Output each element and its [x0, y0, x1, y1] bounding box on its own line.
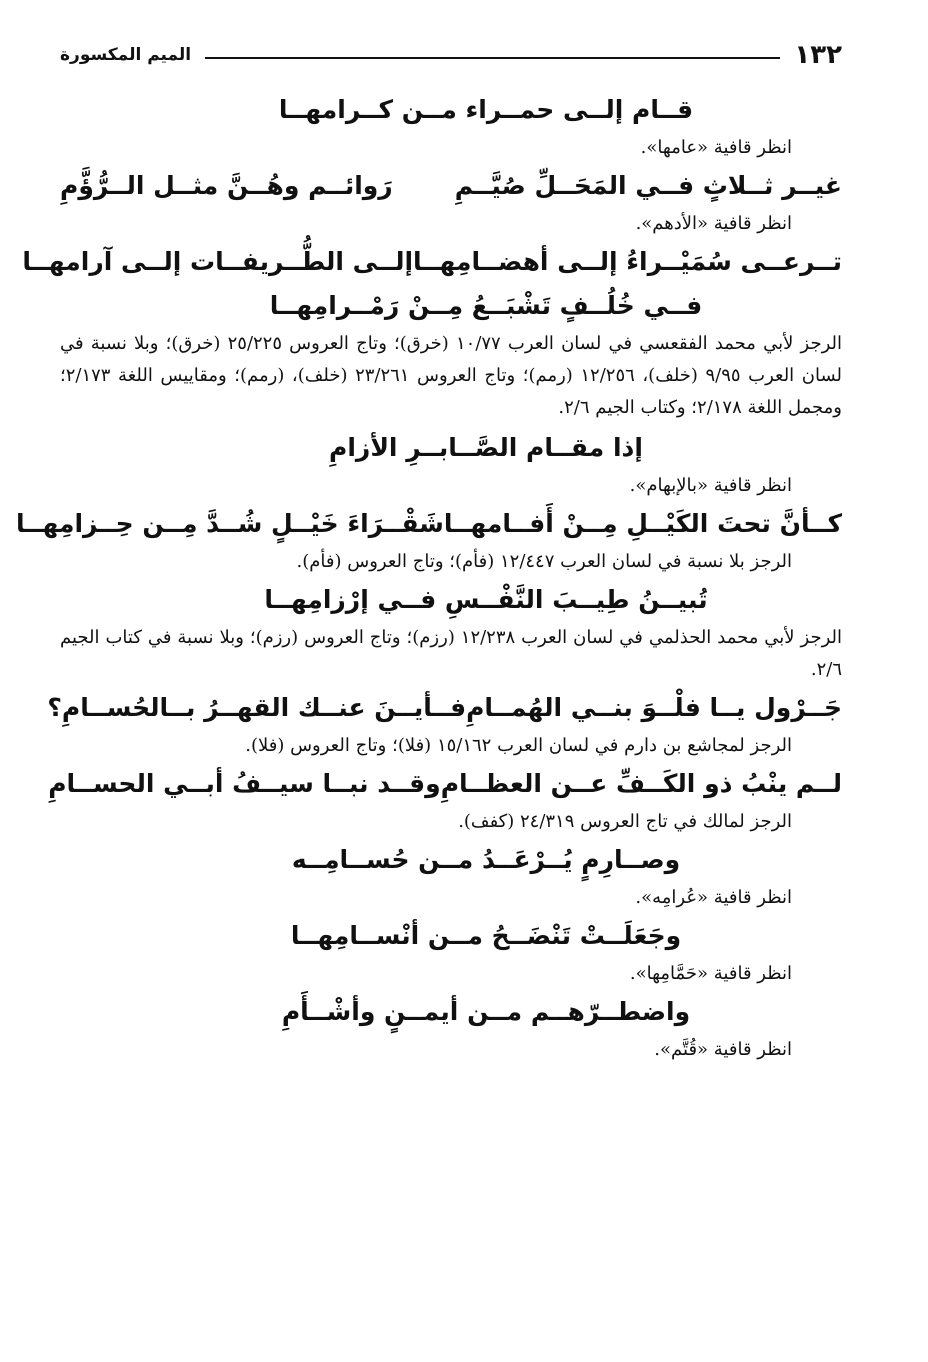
entries	[16, 88, 842, 1066]
hemistich-first: جَــرْول يــا فلْــوَ بنــي الهُمــامِ	[466, 693, 842, 722]
note: انظر قافية «عامها».	[640, 137, 792, 158]
note-citation: الرجز بلا نسبة في لسان العرب ١٢/٤٤٧ (فأم)؛ وتاج العروس (فأم).	[296, 551, 792, 572]
verse: قــام إلــى حمــراء مــن كــرامهــا	[278, 95, 694, 124]
verse-couplet	[47, 686, 842, 730]
verse: وصــارِمٍ يُــرْعَــدُ مــن حُســامِــه	[291, 845, 681, 874]
verse-couplet	[16, 502, 842, 546]
note-citation: الرجز لأبي محمد الفقعسي في لسان العرب ١٠/٧٧ (خرق)؛ وتاج العروس ٢٥/٢٢٥ (خرق)؛ وبلا نسبة في لسان العرب ٩/٩٥ (خلف)، ١٢/٢٥٦ (رمم)؛ وتاج العروس ٢٣/٢٦١ (خلف)، (رمم)؛ ومقاييس اللغة ٢/١٧٣؛ ومجمل اللغة ٢/١٧٨؛ وكتاب الجيم ٢/٦.	[60, 333, 842, 418]
note: انظر قافية «حَمَّامِها».	[629, 963, 792, 984]
running-title: الميم المكسورة	[60, 45, 192, 65]
hemistich-second: فــأيــنَ عنــك القهــرُ بــالحُســامِ؟	[47, 693, 467, 722]
hemistich-first: لــم ينْبُ ذو الكَــفِّ عــن العظــامِ	[440, 769, 842, 798]
verse-couplet	[60, 164, 842, 208]
hemistich-second: وقــد نبــا سيــفُ أبــي الحســامِ	[48, 769, 441, 798]
verse: إذا مقــام الصَّــابــرِ الأزامِ	[329, 433, 643, 462]
note-citation: الرجز لمجاشع بن دارم في لسان العرب ١٥/١٦٢ (فلا)؛ وتاج العروس (فلا).	[245, 735, 792, 756]
note-citation: الرجز لمالك في تاج العروس ٢٤/٣١٩ (كفف).	[458, 811, 792, 832]
hemistich-second: إلــى الطُّــريفــات إلــى آرامهــا	[22, 247, 414, 276]
verse: وجَعَلَــتْ تَنْضَــحُ مــن أنْســامِهــا	[290, 921, 682, 950]
hemistich-first: كــأنَّ تحتَ الكَيْــلِ مِــنْ أَفــامهــا	[443, 509, 842, 538]
page-header	[60, 36, 842, 74]
hemistich-second: شَقْــرَاءَ خَيْــلٍ شُــدَّ مِــن حِــزامِهــا	[16, 509, 444, 538]
note: انظر قافية «الأدهم».	[635, 213, 792, 234]
hemistich-first: تــرعــى سُمَيْــراءُ إلــى أهضــامِهــا	[413, 247, 842, 276]
note: انظر قافية «عُرامِه».	[635, 887, 792, 908]
verse: تُبيــنُ طِيــبَ النَّفْــسِ فــي إرْزامِهــا	[264, 585, 708, 614]
verse: واضطــرّهــم مــن أيمــنٍ وأشْــأَمِ	[281, 997, 691, 1026]
note: انظر قافية «قُتَّم».	[654, 1039, 792, 1060]
hemistich-second: رَوائــم وهُــنَّ مثــل الــرُّؤَّمِ	[60, 171, 393, 200]
note: انظر قافية «بالإبهام».	[629, 475, 792, 496]
book-page	[16, 36, 842, 1066]
hemistich-first: غيــر ثــلاثٍ فــي المَحَــلِّ صُيَّــمِ	[454, 171, 842, 200]
page-number: ١٣٢	[794, 40, 842, 70]
verse-couplet	[22, 240, 842, 284]
verse: فــي خُلُــفٍ تَشْبَــعُ مِــنْ رَمْــرامِهــا	[269, 291, 703, 320]
verse-couplet	[48, 762, 842, 806]
header-rule	[205, 57, 780, 59]
note-citation: الرجز لأبي محمد الحذلمي في لسان العرب ١٢/٢٣٨ (رزم)؛ وتاج العروس (رزم)؛ وبلا نسبة في كتاب الجيم ٢/٦.	[60, 627, 842, 680]
